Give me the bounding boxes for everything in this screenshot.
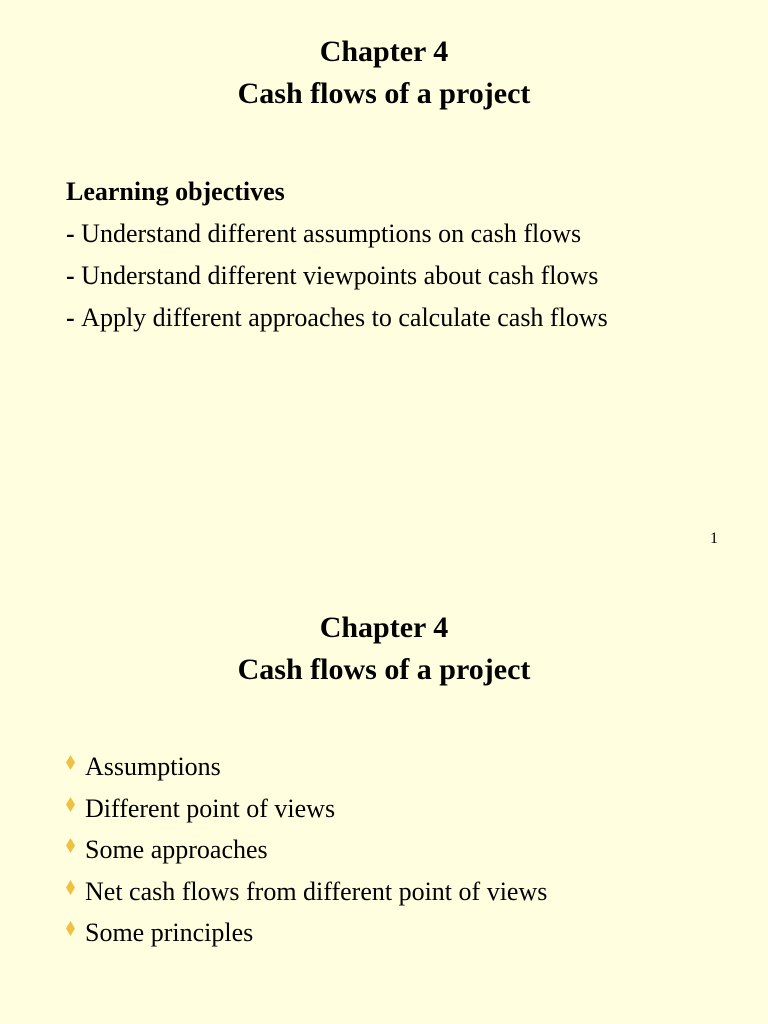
diamond-bullet-icon [66, 880, 75, 895]
chapter-title: Cash flows of a project [237, 77, 531, 110]
chapter-title: Cash flows of a project [237, 653, 531, 686]
page-number: 1 [710, 530, 718, 547]
learning-objectives [66, 171, 608, 339]
objective-item: - Understand different viewpoints about cash flows [66, 261, 599, 290]
diamond-bullet-icon [66, 797, 75, 812]
objective-item: - Apply different approaches to calculate cash flows [66, 303, 608, 332]
objectives-heading: Learning objectives [66, 177, 285, 206]
list-item: Some approaches [66, 829, 547, 871]
topic-list [66, 746, 547, 954]
diamond-bullet-icon [66, 755, 75, 770]
slide-title [0, 576, 768, 691]
list-item: Different point of views [66, 788, 547, 830]
diamond-bullet-icon [66, 921, 75, 936]
slide-title [0, 0, 768, 115]
chapter-label: Chapter 4 [319, 35, 449, 68]
slide-2 [0, 576, 768, 1024]
list-item: Some principles [66, 912, 547, 954]
list-item: Net cash flows from different point of views [66, 871, 547, 913]
list-item: Assumptions [66, 746, 547, 788]
diamond-bullet-icon [66, 838, 75, 853]
chapter-label: Chapter 4 [319, 611, 449, 644]
objective-item: - Understand different assumptions on cash flows [66, 219, 582, 248]
